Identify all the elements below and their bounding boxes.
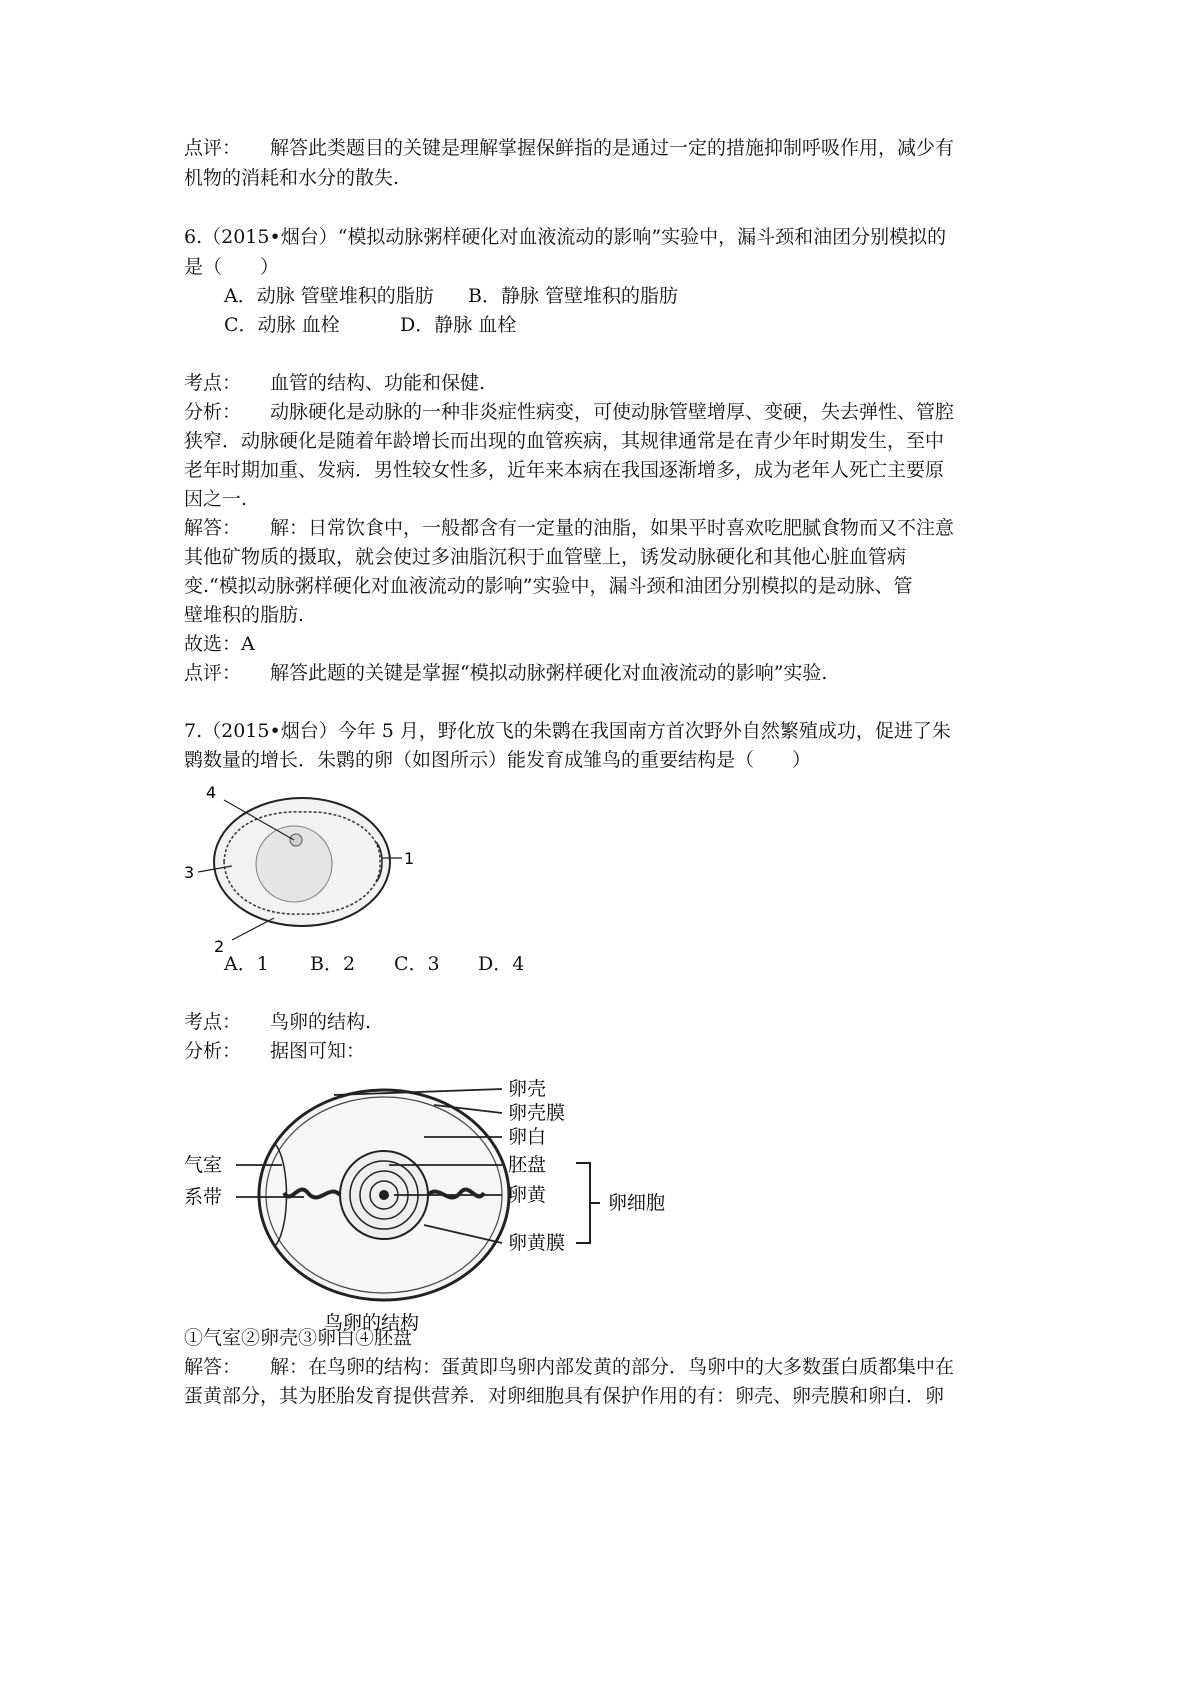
q6-option-c: C．动脉 血栓 bbox=[224, 314, 340, 336]
q7-mapping: ①气室②卵壳③卵白④胚盘 bbox=[184, 1327, 413, 1349]
structure-label-yolk-membrane: 卵黄膜 bbox=[508, 1232, 566, 1254]
q6-fenxi-line-1 bbox=[184, 397, 1030, 427]
q6-jieda-text-1: 解：日常饮食中，一般都含有一定量的油脂，如果平时喜欢吃肥腻食物而又不注意 bbox=[270, 517, 955, 539]
q6-fenxi-label: 分析： bbox=[184, 401, 242, 423]
q6-pingping-text: 解答此题的关键是掌握“模拟动脉粥样硬化对血液流动的影响”实验. bbox=[270, 662, 828, 684]
q6-pingping bbox=[184, 658, 1030, 688]
structure-label-air: 气室 bbox=[184, 1154, 223, 1176]
q7-jieda-label: 解答： bbox=[184, 1356, 242, 1378]
structure-label-yolk: 卵黄 bbox=[508, 1184, 547, 1206]
q6-stem-1: 6.（2015•烟台）“模拟动脉粥样硬化对血液流动的影响”实验中，漏斗颈和油团分别模拟的 bbox=[184, 226, 947, 248]
q7-fenxi bbox=[184, 1036, 1030, 1066]
q7-fenxi-text: 据图可知： bbox=[270, 1040, 366, 1062]
structure-bracket bbox=[576, 1163, 600, 1243]
q7-stem-1: 7.（2015•烟台）今年 5 月，野化放飞的朱鹮在我国南方首次野外自然繁殖成功，促进了朱 bbox=[184, 720, 951, 742]
structure-label-shell: 卵壳 bbox=[508, 1078, 547, 1100]
q6-fenxi-text-1: 动脉硬化是动脉的一种非炎症性病变，可使动脉管壁增厚、变硬，失去弹性、管腔 bbox=[270, 401, 955, 423]
bird-egg-structure-figure bbox=[184, 1075, 744, 1335]
structure-caption: 鸟卵的结构 bbox=[324, 1312, 420, 1334]
structure-label-chalaza: 系带 bbox=[184, 1186, 223, 1208]
structure-label-shell-membrane: 卵壳膜 bbox=[508, 1102, 566, 1124]
q7-kaodian bbox=[184, 1007, 1030, 1037]
q6-jieda-text-4: 壁堆积的脂肪. bbox=[184, 604, 305, 626]
q6-pingping-label: 点评： bbox=[184, 662, 242, 684]
q6-stem-2: 是（ ） bbox=[184, 256, 280, 278]
egg-label-1: 1 bbox=[404, 849, 414, 868]
prev-comment-text-2: 机物的消耗和水分的散失. bbox=[184, 167, 400, 189]
q6-fenxi-text-4: 因之一. bbox=[184, 488, 248, 510]
q7-jieda-line-1 bbox=[184, 1352, 1030, 1382]
q7-option-a: A．1 bbox=[224, 953, 269, 975]
q6-answer: 故选：A bbox=[184, 633, 255, 655]
structure-germinal-disc bbox=[379, 1190, 389, 1200]
q7-jieda-text-2: 蛋黄部分，其为胚胎发育提供营养．对卵细胞具有保护作用的有：卵壳、卵壳膜和卵白．卵 bbox=[184, 1385, 945, 1407]
q6-option-a: A．动脉 管壁堆积的脂肪 bbox=[224, 285, 434, 307]
q6-jieda-label: 解答： bbox=[184, 517, 242, 539]
q6-fenxi-text-2: 狭窄．动脉硬化是随着年龄增长而出现的血管疾病，其规律通常是在青少年时期发生，至中 bbox=[184, 430, 945, 452]
q7-kaodian-text: 鸟卵的结构. bbox=[270, 1011, 372, 1033]
egg-germinal-disc bbox=[290, 834, 302, 846]
q7-option-b: B．2 bbox=[310, 953, 356, 975]
q6-fenxi-text-3: 老年时期加重、发病．男性较女性多，近年来本病在我国逐渐增多，成为老年人死亡主要原 bbox=[184, 459, 945, 481]
q7-kaodian-label: 考点： bbox=[184, 1011, 242, 1033]
q6-kaodian-text: 血管的结构、功能和保健. bbox=[270, 372, 486, 394]
prev-comment-label: 点评： bbox=[184, 137, 242, 159]
leader-2 bbox=[232, 918, 274, 940]
structure-group-label: 卵细胞 bbox=[608, 1192, 666, 1214]
prev-comment-line-1 bbox=[184, 133, 1030, 163]
ibis-egg-figure bbox=[184, 780, 414, 955]
q6-kaodian-label: 考点： bbox=[184, 372, 242, 394]
q6-option-b: B．静脉 管壁堆积的脂肪 bbox=[468, 285, 679, 307]
prev-comment-text-1: 解答此类题目的关键是理解掌握保鲜指的是通过一定的措施抑制呼吸作用，减少有 bbox=[270, 137, 955, 159]
q6-kaodian bbox=[184, 368, 1030, 398]
q7-option-c: C．3 bbox=[394, 953, 440, 975]
egg-label-4: 4 bbox=[206, 783, 217, 802]
structure-label-white: 卵白 bbox=[508, 1126, 547, 1148]
q6-jieda-line-1 bbox=[184, 513, 1030, 543]
egg-label-2: 2 bbox=[214, 937, 225, 955]
structure-label-disc: 胚盘 bbox=[508, 1154, 547, 1176]
q7-option-d: D．4 bbox=[478, 953, 525, 975]
q7-stem-2: 鹮数量的增长．朱鹮的卵（如图所示）能发育成雏鸟的重要结构是（ ） bbox=[184, 749, 812, 771]
q7-fenxi-label: 分析： bbox=[184, 1040, 242, 1062]
q6-jieda-text-3: 变.“模拟动脉粥样硬化对血液流动的影响”实验中，漏斗颈和油团分别模拟的是动脉、管 bbox=[184, 575, 913, 597]
q6-jieda-text-2: 其他矿物质的摄取，就会使过多油脂沉积于血管壁上，诱发动脉硬化和其他心脏血管病 bbox=[184, 546, 907, 568]
q7-jieda-text-1: 解：在鸟卵的结构：蛋黄即鸟卵内部发黄的部分．鸟卵中的大多数蛋白质都集中在 bbox=[270, 1356, 955, 1378]
q6-option-d: D．静脉 血栓 bbox=[400, 314, 517, 336]
egg-label-3: 3 bbox=[184, 863, 195, 882]
